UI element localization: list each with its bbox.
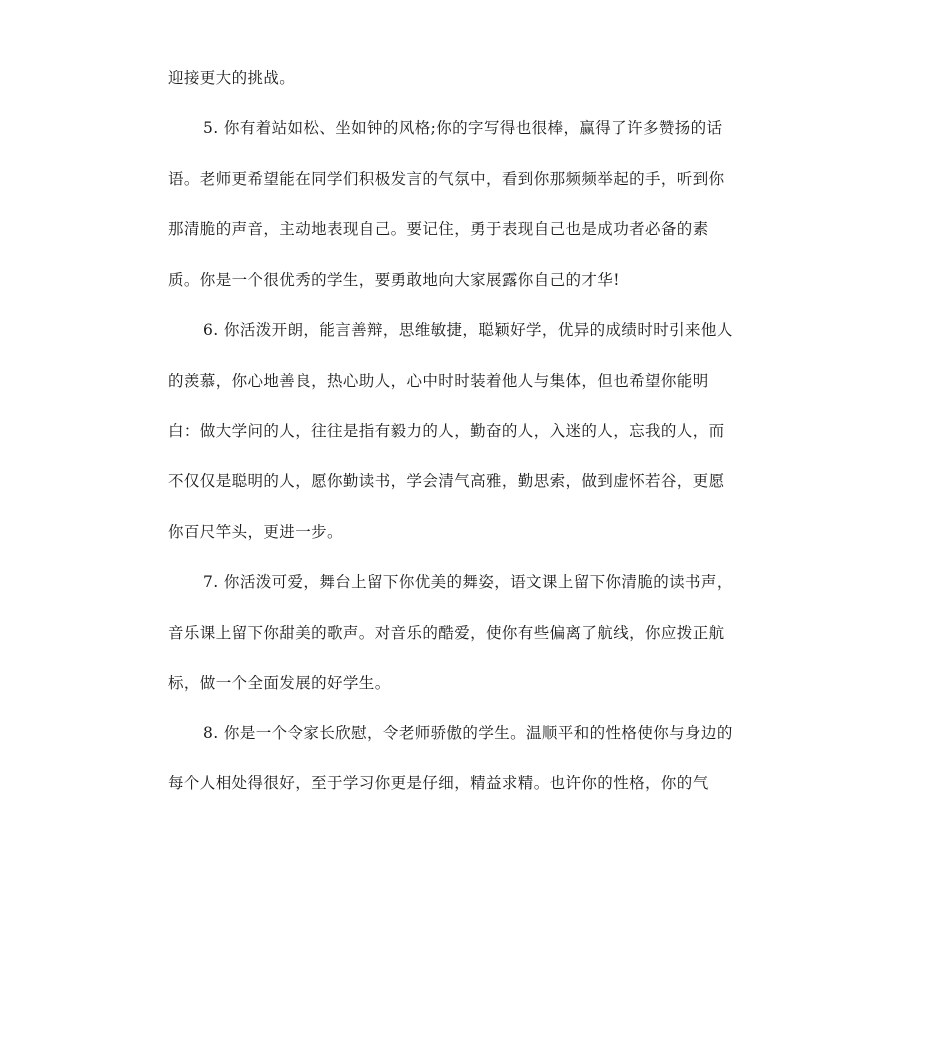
text-line: 那清脆的声音，主动地表现自己。要记住，勇于表现自己也是成功者必备的素 <box>168 220 709 238</box>
text-line: 白：做大学问的人，往往是指有毅力的人，勤奋的人，入迷的人，忘我的人，而 <box>168 422 725 440</box>
text-line: 的羡慕，你心地善良，热心助人，心中时时装着他人与集体，但也希望你能明 <box>168 372 709 390</box>
text-line: 音乐课上留下你甜美的歌声。对音乐的酷爱，使你有些偏离了航线，你应拨正航 <box>168 624 725 642</box>
text-line: 标，做一个全面发展的好学生。 <box>168 674 391 692</box>
text-line: 质。你是一个很优秀的学生，要勇敢地向大家展露你自己的才华! <box>168 271 620 289</box>
text-line: 语。老师更希望能在同学们积极发言的气氛中，看到你那频频举起的手，听到你 <box>168 170 725 188</box>
text-line: 每个人相处得很好，至于学习你更是仔细，精益求精。也许你的性格，你的气 <box>168 774 709 792</box>
paragraph-7-line-1: 7. 你活泼可爱，舞台上留下你优美的舞姿，语文课上留下你清脆的读书声， <box>203 573 733 591</box>
text-line: 不仅仅是聪明的人，愿你勤读书，学会清气高雅，勤思索，做到虚怀若谷，更愿 <box>168 472 725 490</box>
text-line: 迎接更大的挑战。 <box>168 69 296 87</box>
paragraph-5-line-1: 5. 你有着站如松、坐如钟的风格;你的字写得也很棒，赢得了许多赞扬的话 <box>203 119 723 137</box>
paragraph-8-line-1: 8. 你是一个令家长欣慰，令老师骄傲的学生。温顺平和的性格使你与身边的 <box>203 724 733 742</box>
paragraph-6-line-1: 6. 你活泼开朗，能言善辩，思维敏捷，聪颖好学，优异的成绩时时引来他人 <box>203 321 733 339</box>
text-line: 你百尺竿头，更进一步。 <box>168 523 343 541</box>
